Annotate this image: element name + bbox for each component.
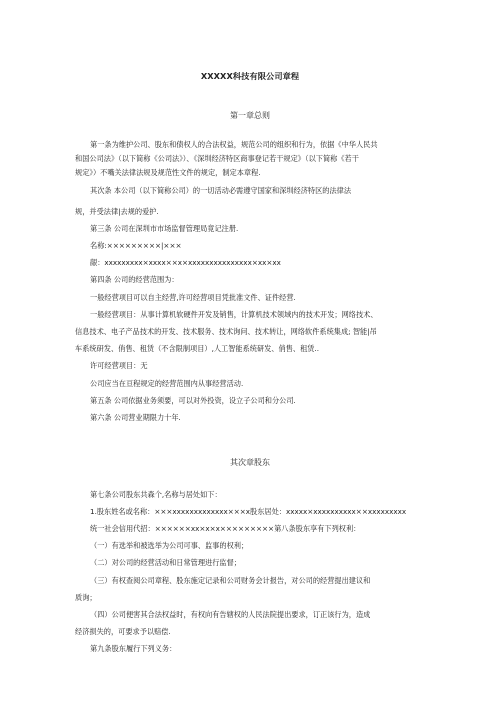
document-title: XXXXX科技有限公司章程 — [200, 71, 300, 81]
paragraph-line: （四）公司便害其合法权益时，有权向有告辖权的人民法院提出要求，订正该行为，造成 — [90, 610, 371, 619]
chapter-1-heading: 第一章总则 — [230, 111, 270, 120]
paragraph-line: 第三条 公司在深圳市市场监督管理局竟记注册. — [90, 224, 239, 233]
paragraph-line: 公司应当在亘程规定的经营范围内从事经营活动. — [90, 379, 244, 388]
paragraph-line: 一般经营项目：从事计算机软硬件开发及销售，计算机技术领域内的技术开发；网络技术、 — [90, 310, 378, 319]
chapter-2-heading: 其次章股东 — [230, 458, 270, 467]
paragraph-line: 规定》）不嘴关法律法规及规范性文件的规定，制定本章程. — [75, 168, 261, 177]
paragraph-line: （二）对公司的经营活动和日常管理进行监督； — [90, 558, 241, 567]
paragraph-line: （一）有选举和被选举为公司可事、监事的权利； — [90, 541, 249, 550]
paragraph-line: 第五条 公司依据业务须要，可以对外投资，设立子公司和分公司. — [90, 396, 296, 405]
paragraph-line: 第九条股东履行下列义务： — [90, 644, 177, 653]
paragraph-line: 其次条 本公司（以下简称公司）的一切活动必需遵守国家和深圳经济特区的法律法 — [90, 186, 352, 195]
paragraph-line: 车系统研发、俏售、租赁（不含限制项目）,人工智能系统研发、俏售、租赁.. — [75, 344, 320, 353]
paragraph-line: 信息技术、电子产品技术的开发、技术服务、技术询问、技术转让，网络软件系统集成; 智能|吊 — [75, 327, 377, 336]
paragraph-line: 名称:×××××××××|××× — [90, 241, 182, 250]
paragraph-line: 统一社会信用代招：××××××xx×x×x×××××××××第八条股东享有下列权利： — [90, 524, 361, 533]
paragraph-line: 和国公司法》（以下简称《公司法》）、《深圳经济特区商事登记若干规定》（以下简称《若干 — [75, 154, 359, 163]
paragraph-line: 第一条为维护公司、股东和债权人的合法权益，规范公司的组织和行为，依据《中华人民共 — [90, 140, 378, 149]
paragraph-line: 一般经营项目可以自主经营,许可经营项目凭批准文件、证件经营. — [90, 293, 296, 302]
paragraph-line: 质询； — [75, 593, 97, 602]
paragraph-line: 规，并受法律|去规的爱护. — [75, 207, 159, 216]
paragraph-line: 许可经营项目：无 — [90, 361, 148, 370]
paragraph-line: 1.股东姓名或名称：×××xxxxxxxxxxxxx×××x股东居处：xxxxx×xxxxxxxxxx××xxxxxxxxx — [90, 507, 407, 516]
paragraph-line: 第四条 公司的经营范围为： — [90, 275, 179, 284]
paragraph-line: 第七条公司股东共森个,名称与居处如下： — [90, 490, 222, 499]
paragraph-line: 第六条 公司营业期限力十年. — [90, 413, 181, 422]
paragraph-line: 龈：xxxxxxxxx×xxxx××x×xxxxxxxxxxxxxxx×xx×xx — [90, 258, 281, 267]
paragraph-line: （三）有权查阅公司章程、股东施定记录和公司财务会计报告，对公司的经营提出建议和 — [90, 576, 371, 585]
paragraph-line: 经济损失的，可要求予以赔偿. — [75, 627, 171, 636]
